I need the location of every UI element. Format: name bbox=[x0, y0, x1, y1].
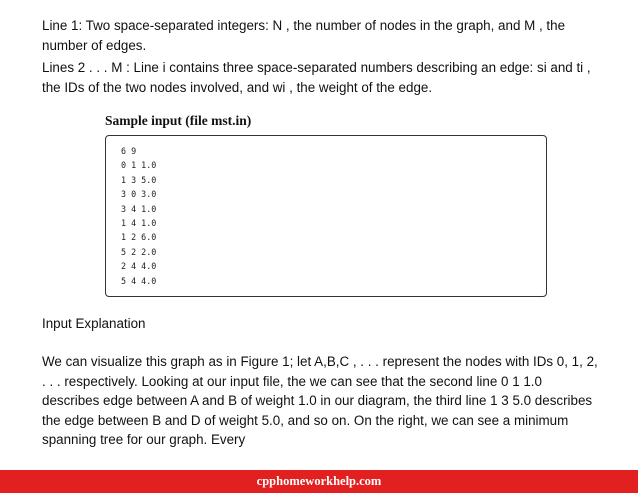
code-line: 3 0 3.0 bbox=[121, 189, 157, 200]
sample-input-lines bbox=[121, 144, 156, 288]
code-line: 3 4 1.0 bbox=[121, 203, 157, 214]
input-explanation-heading: Input Explanation bbox=[42, 316, 146, 331]
code-line: 1 3 5.0 bbox=[121, 174, 157, 185]
sample-input-title: Sample input (file mst.in) bbox=[105, 113, 252, 128]
code-line: 1 4 1.0 bbox=[121, 218, 157, 229]
code-line: 2 4 4.0 bbox=[121, 261, 157, 272]
format-lines-paragraph: Lines 2 . . . M : Line i contains three space-separated numbers describing an edge: si and ti , the IDs of the two nodes involved, and wi , the weight of the edge. bbox=[42, 60, 591, 95]
code-line: 6 9 bbox=[121, 146, 137, 156]
input-explanation-paragraph: We can visualize this graph as in Figure 1; let A,B,C , . . . represent the nodes with IDs 0, 1, 2, . . . respectively. Looking at our input file, the we can see that the second line 0 1 1.0 describes edge between A and B of weight 1.0 in our diagram, the third line 1 3 5.0 describes the edge between B and D of weight 5.0, and so on. On the right, we can see a minimum spanning tree for our graph. Every bbox=[42, 354, 598, 447]
code-line: 5 2 2.0 bbox=[121, 246, 157, 257]
footer-bar bbox=[0, 470, 638, 493]
code-line: 5 4 4.0 bbox=[121, 275, 157, 286]
code-line: 1 2 6.0 bbox=[121, 232, 157, 243]
format-line1-paragraph: Line 1: Two space-separated integers: N , the number of nodes in the graph, and M , the number of edges. bbox=[42, 18, 566, 53]
footer-site-name: cpphomeworkhelp.com bbox=[256, 474, 382, 488]
sample-input-box bbox=[105, 135, 547, 297]
code-line: 0 1 1.0 bbox=[121, 160, 157, 171]
